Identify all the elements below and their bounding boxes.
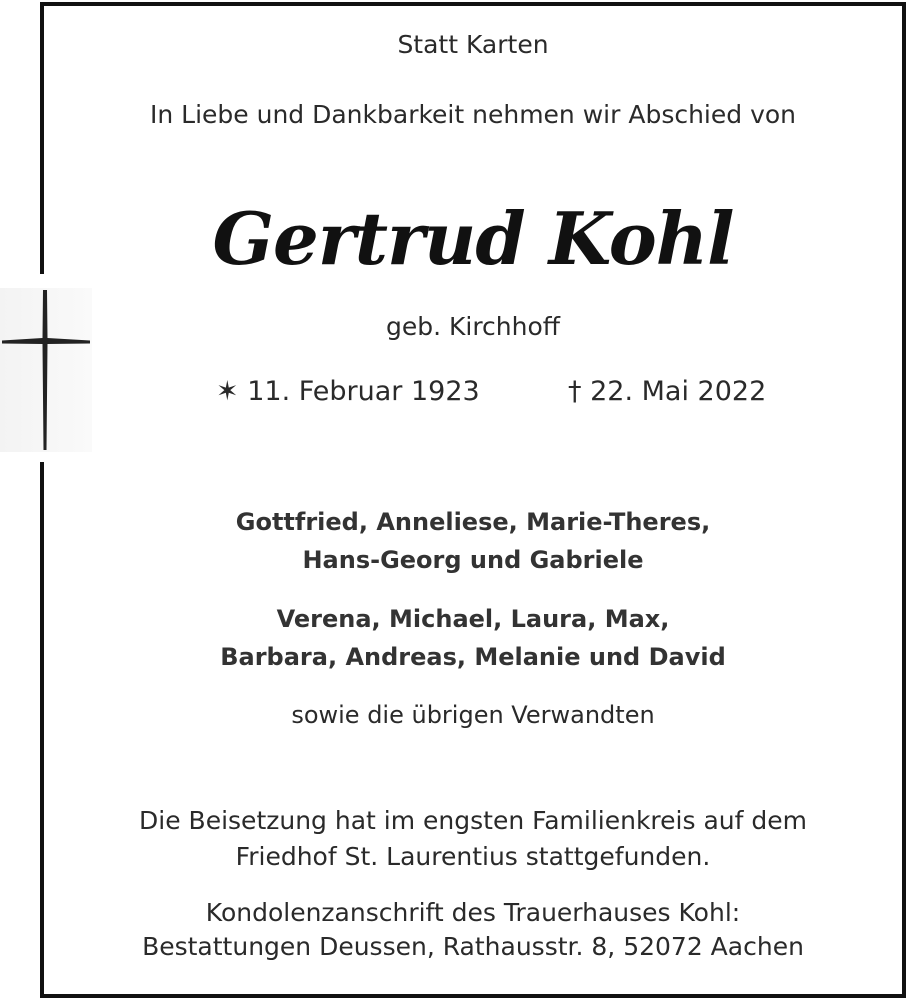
maiden-name: geb. Kirchhoff: [385, 312, 561, 341]
birth-date: 11. Februar 1923: [247, 376, 480, 407]
condolence-address: Bestattungen Deussen, Rathausstr. 8, 52072 Aachen: [142, 932, 804, 961]
family-line-3: Verena, Michael, Laura, Max,: [276, 605, 670, 633]
frame-top-border: [40, 2, 906, 6]
death-date-group: [568, 376, 766, 407]
frame-bottom-border: [40, 994, 906, 998]
birth-date-group: [216, 376, 480, 407]
family-line-4: Barbara, Andreas, Melanie und David: [220, 643, 726, 671]
dagger-icon: †: [568, 376, 582, 407]
death-date: 22. Mai 2022: [590, 376, 767, 407]
condolence-line-1: Kondolenzanschrift des Trauerhauses Kohl:: [205, 898, 741, 927]
intro-text: In Liebe und Dankbarkeit nehmen wir Abschied von: [149, 100, 797, 129]
burial-line-1: Die Beisetzung hat im engsten Familienkreis auf dem: [139, 806, 807, 835]
burial-line-2: Friedhof St. Laurentius stattgefunden.: [235, 842, 711, 871]
deceased-name: Gertrud Kohl: [212, 196, 734, 281]
frame-right-border: [902, 2, 906, 998]
relatives-text: sowie die übrigen Verwandten: [291, 701, 655, 729]
family-line-1: Gottfried, Anneliese, Marie-Theres,: [235, 508, 711, 536]
star-icon: ✶: [216, 376, 239, 407]
statt-karten-text: Statt Karten: [397, 30, 549, 59]
family-line-2: Hans-Georg und Gabriele: [302, 546, 644, 574]
